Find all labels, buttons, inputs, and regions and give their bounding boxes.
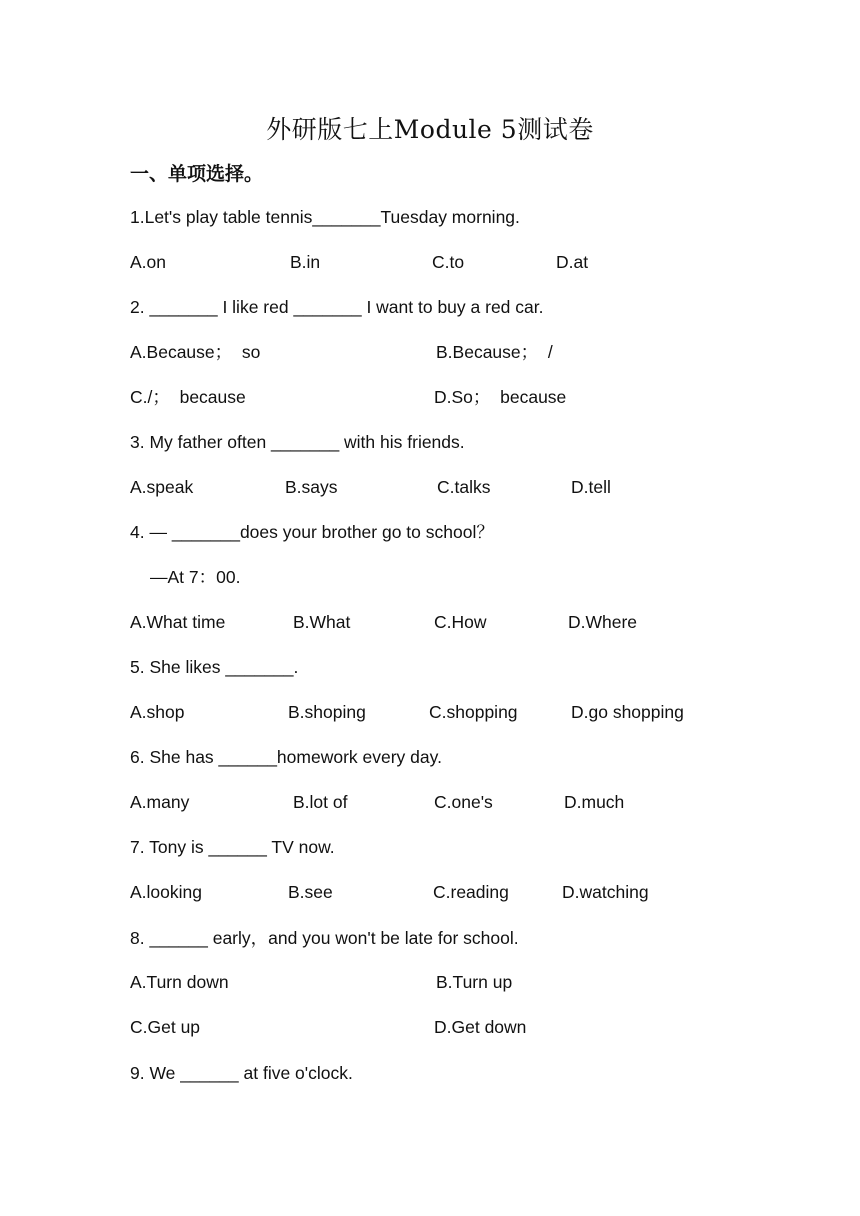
option-a: A.What time: [130, 612, 226, 632]
option-b: B.lot of: [293, 792, 348, 812]
option-c: C.shopping: [429, 702, 518, 722]
option-d: D.tell: [571, 477, 611, 497]
page-title: 外研版七上Module 5测试卷: [266, 115, 594, 144]
question-stem: 8. ______ early，and you won't be late for school.: [130, 928, 519, 948]
option-b: B.says: [285, 477, 338, 497]
option-d: D.at: [556, 252, 589, 272]
option-d: D.So； because: [434, 387, 567, 407]
option-c: C.reading: [433, 882, 509, 902]
section-heading: 一、单项选择。: [130, 163, 264, 185]
question-answer-line: —At 7：00.: [150, 567, 241, 587]
option-a: A.looking: [130, 882, 202, 902]
option-d: D.much: [564, 792, 625, 812]
option-a: A.speak: [130, 477, 194, 497]
option-d: D.Get down: [434, 1017, 527, 1037]
option-c: C.How: [434, 612, 487, 632]
option-c: C.Get up: [130, 1017, 201, 1037]
question-stem: 5. She likes _______.: [130, 657, 299, 677]
question-stem: 2. _______ I like red _______ I want to buy a red car.: [130, 297, 544, 317]
option-c: C./； because: [130, 387, 246, 407]
option-a: A.on: [130, 252, 166, 272]
option-d: D.go shopping: [571, 702, 684, 722]
option-b: B.Turn up: [436, 972, 513, 992]
option-c: C.talks: [437, 477, 491, 497]
option-d: D.Where: [568, 612, 638, 632]
option-c: C.one's: [434, 792, 493, 812]
option-a: A.shop: [130, 702, 185, 722]
option-d: D.watching: [562, 882, 649, 902]
option-c: C.to: [432, 252, 465, 272]
question-stem: 4. — _______does your brother go to school？: [130, 522, 494, 542]
question-stem: 1.Let's play table tennis_______Tuesday morning.: [130, 207, 520, 227]
option-b: B.shoping: [288, 702, 366, 722]
question-stem: 6. She has ______homework every day.: [130, 747, 442, 767]
option-b: B.see: [288, 882, 333, 902]
question-stem: 9. We ______ at five o'clock.: [130, 1063, 353, 1083]
question-stem: 7. Tony is ______ TV now.: [130, 837, 335, 857]
option-b: B.in: [290, 252, 321, 272]
option-a: A.Turn down: [130, 972, 229, 992]
question-stem: 3. My father often _______ with his friends.: [130, 432, 465, 452]
option-b: B.What: [293, 612, 351, 632]
option-b: B.Because； /: [436, 342, 553, 362]
option-a: A.Because； so: [130, 342, 261, 362]
option-a: A.many: [130, 792, 190, 812]
